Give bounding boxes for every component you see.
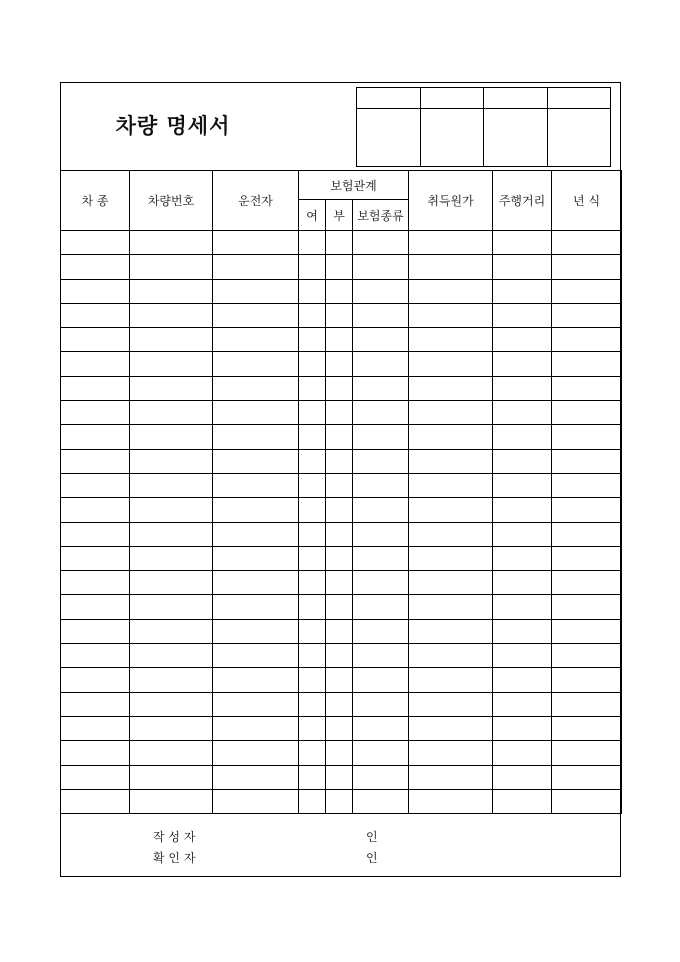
table-cell[interactable] bbox=[493, 328, 552, 352]
table-cell[interactable] bbox=[353, 376, 409, 400]
table-cell[interactable] bbox=[130, 279, 213, 303]
table-cell[interactable] bbox=[130, 231, 213, 255]
table-cell[interactable] bbox=[409, 473, 493, 497]
table-cell[interactable] bbox=[552, 619, 622, 643]
table-cell[interactable] bbox=[61, 789, 130, 813]
table-cell[interactable] bbox=[61, 231, 130, 255]
table-cell[interactable] bbox=[61, 619, 130, 643]
table-cell[interactable] bbox=[493, 279, 552, 303]
table-cell[interactable] bbox=[299, 473, 326, 497]
table-row bbox=[61, 692, 622, 716]
table-cell[interactable] bbox=[61, 571, 130, 595]
table-cell[interactable] bbox=[326, 449, 353, 473]
table-cell[interactable] bbox=[552, 498, 622, 522]
table-cell[interactable] bbox=[493, 619, 552, 643]
table-cell[interactable] bbox=[213, 571, 299, 595]
table-cell[interactable] bbox=[353, 328, 409, 352]
table-cell[interactable] bbox=[552, 571, 622, 595]
table-cell[interactable] bbox=[130, 449, 213, 473]
table-cell[interactable] bbox=[130, 741, 213, 765]
table-cell[interactable] bbox=[299, 619, 326, 643]
table-cell[interactable] bbox=[552, 303, 622, 327]
table-cell[interactable] bbox=[493, 303, 552, 327]
table-cell[interactable] bbox=[299, 716, 326, 740]
table-cell[interactable] bbox=[213, 352, 299, 376]
table-cell[interactable] bbox=[552, 473, 622, 497]
approval-sign-cell[interactable] bbox=[357, 109, 421, 167]
table-row bbox=[61, 473, 622, 497]
table-cell[interactable] bbox=[493, 498, 552, 522]
table-cell[interactable] bbox=[61, 498, 130, 522]
table-cell[interactable] bbox=[409, 571, 493, 595]
table-cell[interactable] bbox=[493, 546, 552, 570]
table-cell[interactable] bbox=[493, 376, 552, 400]
table-cell[interactable] bbox=[130, 376, 213, 400]
approval-header-cell bbox=[484, 88, 548, 109]
table-cell[interactable] bbox=[493, 522, 552, 546]
table-cell[interactable] bbox=[299, 376, 326, 400]
table-cell[interactable] bbox=[409, 716, 493, 740]
verifier-label: 확 인 자 bbox=[153, 851, 196, 865]
table-cell[interactable] bbox=[493, 595, 552, 619]
table-row bbox=[61, 376, 622, 400]
table-cell[interactable] bbox=[213, 328, 299, 352]
table-cell[interactable] bbox=[61, 376, 130, 400]
header-acquisition-cost: 취득원가 bbox=[409, 171, 493, 231]
table-cell[interactable] bbox=[552, 765, 622, 789]
table-cell[interactable] bbox=[493, 789, 552, 813]
table-cell[interactable] bbox=[326, 692, 353, 716]
preparer-seal[interactable]: 인 bbox=[366, 830, 378, 844]
table-cell[interactable] bbox=[213, 789, 299, 813]
table-cell[interactable] bbox=[299, 644, 326, 668]
table-cell[interactable] bbox=[299, 328, 326, 352]
table-cell[interactable] bbox=[353, 716, 409, 740]
table-row bbox=[61, 449, 622, 473]
table-row bbox=[61, 765, 622, 789]
table-cell[interactable] bbox=[130, 498, 213, 522]
table-cell[interactable] bbox=[353, 279, 409, 303]
table-row bbox=[61, 255, 622, 279]
table-cell[interactable] bbox=[493, 473, 552, 497]
table-cell[interactable] bbox=[299, 449, 326, 473]
table-cell[interactable] bbox=[213, 595, 299, 619]
table-cell[interactable] bbox=[552, 425, 622, 449]
table-cell[interactable] bbox=[409, 328, 493, 352]
table-cell[interactable] bbox=[130, 255, 213, 279]
table-cell[interactable] bbox=[299, 765, 326, 789]
table-cell[interactable] bbox=[326, 401, 353, 425]
verifier-seal[interactable]: 인 bbox=[366, 851, 378, 865]
table-cell[interactable] bbox=[213, 401, 299, 425]
table-cell[interactable] bbox=[552, 449, 622, 473]
table-cell[interactable] bbox=[61, 303, 130, 327]
table-cell[interactable] bbox=[409, 376, 493, 400]
table-cell[interactable] bbox=[409, 644, 493, 668]
table-cell[interactable] bbox=[353, 255, 409, 279]
table-cell[interactable] bbox=[353, 303, 409, 327]
table-cell[interactable] bbox=[552, 376, 622, 400]
table-cell[interactable] bbox=[353, 692, 409, 716]
table-cell[interactable] bbox=[299, 692, 326, 716]
table-cell[interactable] bbox=[61, 741, 130, 765]
table-cell[interactable] bbox=[130, 571, 213, 595]
table-cell[interactable] bbox=[130, 352, 213, 376]
table-cell[interactable] bbox=[299, 425, 326, 449]
table-cell[interactable] bbox=[353, 449, 409, 473]
table-cell[interactable] bbox=[130, 328, 213, 352]
table-cell[interactable] bbox=[61, 352, 130, 376]
table-row bbox=[61, 644, 622, 668]
header-vehicle-type: 차 종 bbox=[61, 171, 130, 231]
table-cell[interactable] bbox=[213, 425, 299, 449]
header-mileage: 주행거리 bbox=[493, 171, 552, 231]
approval-header-cell bbox=[547, 88, 611, 109]
header-insurance-type: 보험종류 bbox=[353, 200, 409, 231]
table-cell[interactable] bbox=[130, 716, 213, 740]
table-row bbox=[61, 522, 622, 546]
table-cell[interactable] bbox=[353, 571, 409, 595]
table-cell[interactable] bbox=[61, 473, 130, 497]
table-row bbox=[61, 619, 622, 643]
table-cell[interactable] bbox=[130, 668, 213, 692]
table-cell[interactable] bbox=[409, 352, 493, 376]
approval-header-cell bbox=[420, 88, 484, 109]
table-cell[interactable] bbox=[409, 789, 493, 813]
table-row bbox=[61, 595, 622, 619]
table-cell[interactable] bbox=[409, 231, 493, 255]
header-driver: 운전자 bbox=[213, 171, 299, 231]
table-cell[interactable] bbox=[493, 449, 552, 473]
approval-sign-cell[interactable] bbox=[420, 109, 484, 167]
table-cell[interactable] bbox=[130, 644, 213, 668]
table-cell[interactable] bbox=[326, 619, 353, 643]
table-cell[interactable] bbox=[409, 522, 493, 546]
table-cell[interactable] bbox=[61, 328, 130, 352]
table-cell[interactable] bbox=[213, 449, 299, 473]
table-cell[interactable] bbox=[409, 401, 493, 425]
header-insured-no: 부 bbox=[326, 200, 353, 231]
table-cell[interactable] bbox=[299, 352, 326, 376]
table-cell[interactable] bbox=[409, 546, 493, 570]
table-cell[interactable] bbox=[326, 522, 353, 546]
table-cell[interactable] bbox=[61, 716, 130, 740]
table-row bbox=[61, 571, 622, 595]
table-cell[interactable] bbox=[493, 692, 552, 716]
table-cell[interactable] bbox=[326, 352, 353, 376]
table-cell[interactable] bbox=[353, 765, 409, 789]
approval-header-cell bbox=[357, 88, 421, 109]
table-cell[interactable] bbox=[353, 401, 409, 425]
table-row bbox=[61, 668, 622, 692]
table-cell[interactable] bbox=[353, 498, 409, 522]
table-cell[interactable] bbox=[130, 789, 213, 813]
table-cell[interactable] bbox=[299, 595, 326, 619]
table-cell[interactable] bbox=[130, 765, 213, 789]
table-cell[interactable] bbox=[552, 255, 622, 279]
table-cell[interactable] bbox=[552, 279, 622, 303]
table-cell[interactable] bbox=[552, 352, 622, 376]
header-insurance-group: 보험관계 bbox=[299, 171, 409, 200]
table-cell[interactable] bbox=[299, 401, 326, 425]
table-row bbox=[61, 716, 622, 740]
table-cell[interactable] bbox=[61, 765, 130, 789]
table-cell[interactable] bbox=[61, 668, 130, 692]
table-cell[interactable] bbox=[552, 741, 622, 765]
table-cell[interactable] bbox=[61, 595, 130, 619]
table-cell[interactable] bbox=[353, 522, 409, 546]
table-row bbox=[61, 425, 622, 449]
table-cell[interactable] bbox=[299, 255, 326, 279]
table-cell[interactable] bbox=[552, 789, 622, 813]
table-cell[interactable] bbox=[299, 498, 326, 522]
table-row bbox=[61, 498, 622, 522]
table-cell[interactable] bbox=[552, 692, 622, 716]
table-cell[interactable] bbox=[326, 789, 353, 813]
table-cell[interactable] bbox=[61, 692, 130, 716]
table-cell[interactable] bbox=[326, 571, 353, 595]
table-row bbox=[61, 279, 622, 303]
approval-box bbox=[356, 87, 611, 167]
table-cell[interactable] bbox=[353, 473, 409, 497]
table-cell[interactable] bbox=[409, 619, 493, 643]
table-row bbox=[61, 401, 622, 425]
table-cell[interactable] bbox=[213, 473, 299, 497]
table-cell[interactable] bbox=[299, 741, 326, 765]
table-cell[interactable] bbox=[409, 425, 493, 449]
table-cell[interactable] bbox=[61, 522, 130, 546]
table-cell[interactable] bbox=[326, 279, 353, 303]
table-row bbox=[61, 546, 622, 570]
table-cell[interactable] bbox=[493, 668, 552, 692]
table-row bbox=[61, 328, 622, 352]
table-cell[interactable] bbox=[353, 595, 409, 619]
table-cell[interactable] bbox=[326, 595, 353, 619]
table-cell[interactable] bbox=[409, 741, 493, 765]
table-cell[interactable] bbox=[409, 449, 493, 473]
table-cell[interactable] bbox=[493, 401, 552, 425]
table-cell[interactable] bbox=[409, 303, 493, 327]
table-cell[interactable] bbox=[61, 546, 130, 570]
vehicle-table bbox=[60, 170, 622, 814]
table-cell[interactable] bbox=[61, 401, 130, 425]
table-cell[interactable] bbox=[552, 231, 622, 255]
table-cell[interactable] bbox=[326, 376, 353, 400]
table-cell[interactable] bbox=[326, 255, 353, 279]
header-insured-yes: 여 bbox=[299, 200, 326, 231]
table-cell[interactable] bbox=[353, 352, 409, 376]
approval-sign-cell[interactable] bbox=[547, 109, 611, 167]
table-cell[interactable] bbox=[213, 668, 299, 692]
table-cell[interactable] bbox=[409, 692, 493, 716]
table-cell[interactable] bbox=[326, 716, 353, 740]
table-cell[interactable] bbox=[552, 546, 622, 570]
table-cell[interactable] bbox=[61, 255, 130, 279]
table-cell[interactable] bbox=[130, 546, 213, 570]
table-cell[interactable] bbox=[130, 303, 213, 327]
table-cell[interactable] bbox=[353, 619, 409, 643]
table-cell[interactable] bbox=[493, 741, 552, 765]
table-cell[interactable] bbox=[552, 668, 622, 692]
signature-footer bbox=[60, 816, 621, 877]
table-row bbox=[61, 352, 622, 376]
table-cell[interactable] bbox=[213, 692, 299, 716]
table-cell[interactable] bbox=[409, 498, 493, 522]
table-cell[interactable] bbox=[326, 231, 353, 255]
table-cell[interactable] bbox=[299, 231, 326, 255]
table-cell[interactable] bbox=[353, 425, 409, 449]
table-cell[interactable] bbox=[61, 425, 130, 449]
table-cell[interactable] bbox=[493, 255, 552, 279]
table-cell[interactable] bbox=[493, 644, 552, 668]
table-cell[interactable] bbox=[130, 595, 213, 619]
table-cell[interactable] bbox=[353, 741, 409, 765]
table-cell[interactable] bbox=[213, 231, 299, 255]
table-cell[interactable] bbox=[213, 279, 299, 303]
table-cell[interactable] bbox=[213, 255, 299, 279]
table-cell[interactable] bbox=[552, 401, 622, 425]
table-cell[interactable] bbox=[353, 668, 409, 692]
table-cell[interactable] bbox=[326, 765, 353, 789]
table-cell[interactable] bbox=[409, 668, 493, 692]
table-cell[interactable] bbox=[326, 425, 353, 449]
header-model-year: 년 식 bbox=[552, 171, 622, 231]
table-cell[interactable] bbox=[409, 595, 493, 619]
table-cell[interactable] bbox=[299, 279, 326, 303]
table-cell[interactable] bbox=[213, 303, 299, 327]
table-cell[interactable] bbox=[326, 328, 353, 352]
table-cell[interactable] bbox=[493, 571, 552, 595]
table-cell[interactable] bbox=[326, 741, 353, 765]
table-cell[interactable] bbox=[130, 401, 213, 425]
table-cell[interactable] bbox=[326, 668, 353, 692]
table-cell[interactable] bbox=[299, 571, 326, 595]
table-cell[interactable] bbox=[130, 619, 213, 643]
header-plate-number: 차량번호 bbox=[130, 171, 213, 231]
table-cell[interactable] bbox=[213, 522, 299, 546]
table-cell[interactable] bbox=[552, 328, 622, 352]
table-cell[interactable] bbox=[326, 498, 353, 522]
table-cell[interactable] bbox=[61, 279, 130, 303]
table-cell[interactable] bbox=[326, 644, 353, 668]
table-cell[interactable] bbox=[326, 303, 353, 327]
table-cell[interactable] bbox=[130, 473, 213, 497]
table-cell[interactable] bbox=[409, 255, 493, 279]
table-cell[interactable] bbox=[213, 644, 299, 668]
table-cell[interactable] bbox=[493, 765, 552, 789]
table-cell[interactable] bbox=[493, 425, 552, 449]
table-cell[interactable] bbox=[130, 425, 213, 449]
table-cell[interactable] bbox=[61, 449, 130, 473]
table-row bbox=[61, 741, 622, 765]
table-cell[interactable] bbox=[130, 692, 213, 716]
table-cell[interactable] bbox=[299, 546, 326, 570]
table-cell[interactable] bbox=[353, 231, 409, 255]
table-cell[interactable] bbox=[130, 522, 213, 546]
table-cell[interactable] bbox=[552, 595, 622, 619]
table-cell[interactable] bbox=[353, 644, 409, 668]
approval-sign-cell[interactable] bbox=[484, 109, 548, 167]
table-cell[interactable] bbox=[353, 789, 409, 813]
table-cell[interactable] bbox=[299, 522, 326, 546]
table-cell[interactable] bbox=[326, 546, 353, 570]
preparer-label: 작 성 자 bbox=[153, 830, 196, 844]
table-cell[interactable] bbox=[409, 765, 493, 789]
table-cell[interactable] bbox=[61, 644, 130, 668]
table-cell[interactable] bbox=[552, 644, 622, 668]
table-cell[interactable] bbox=[353, 546, 409, 570]
table-row bbox=[61, 231, 622, 255]
table-cell[interactable] bbox=[213, 498, 299, 522]
table-cell[interactable] bbox=[493, 716, 552, 740]
table-cell[interactable] bbox=[213, 716, 299, 740]
table-cell[interactable] bbox=[299, 303, 326, 327]
table-cell[interactable] bbox=[409, 279, 493, 303]
table-cell[interactable] bbox=[493, 231, 552, 255]
table-cell[interactable] bbox=[213, 376, 299, 400]
table-cell[interactable] bbox=[326, 473, 353, 497]
table-row bbox=[61, 789, 622, 813]
table-cell[interactable] bbox=[299, 668, 326, 692]
table-cell[interactable] bbox=[552, 716, 622, 740]
table-row bbox=[61, 303, 622, 327]
table-cell[interactable] bbox=[213, 765, 299, 789]
table-cell[interactable] bbox=[213, 619, 299, 643]
table-cell[interactable] bbox=[552, 522, 622, 546]
table-cell[interactable] bbox=[213, 546, 299, 570]
table-cell[interactable] bbox=[213, 741, 299, 765]
document-title: 차량 명세서 bbox=[115, 113, 231, 138]
table-cell[interactable] bbox=[299, 789, 326, 813]
table-cell[interactable] bbox=[493, 352, 552, 376]
